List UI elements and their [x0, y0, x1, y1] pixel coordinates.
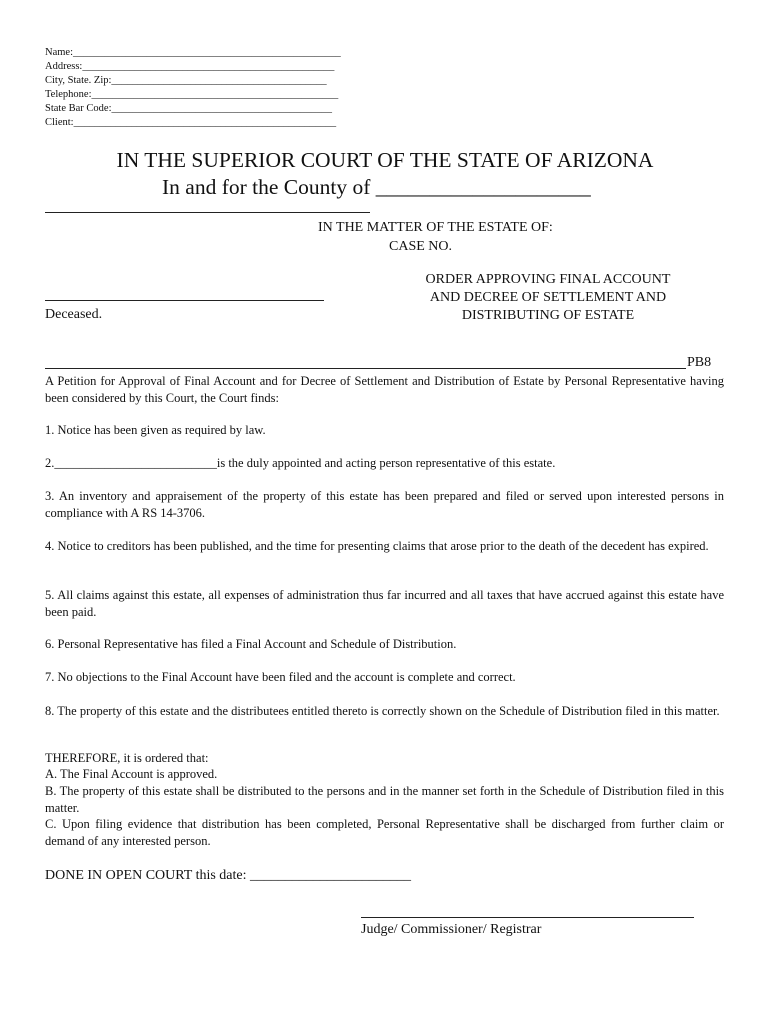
caption-bottom-rule — [45, 368, 686, 369]
header-bar-code-field: State Bar Code:__________________________________________ — [45, 103, 332, 114]
finding-2: 2.__________________________is the duly appointed and acting person representative of this estate. — [45, 456, 556, 470]
order-a: A. The Final Account is approved. — [45, 767, 218, 781]
decedent-name-rule — [45, 300, 324, 301]
header-address-field: Address:________________________________________________ — [45, 61, 335, 72]
done-in-open-court-line: DONE IN OPEN COURT this date: _______________________ — [45, 868, 412, 883]
court-title: IN THE SUPERIOR COURT OF THE STATE OF ARIZONA — [116, 148, 654, 172]
county-line: In and for the County of ____________________ — [162, 175, 591, 199]
signature-label: Judge/ Commissioner/ Registrar — [361, 922, 542, 937]
form-code: PB8 — [687, 355, 712, 370]
header-client-field: Client:__________________________________________________ — [45, 117, 337, 128]
finding-1: 1. Notice has been given as required by law. — [45, 423, 266, 437]
finding-5: 5. All claims against this estate, all expenses of administration thus far incurred and all taxes that have accrued against this estate have been paid. — [45, 588, 724, 619]
case-no-label: CASE NO. — [389, 239, 453, 254]
order-title-line-2: AND DECREE OF SETTLEMENT AND — [429, 290, 667, 305]
deceased-label: Deceased. — [45, 307, 103, 322]
finding-7: 7. No objections to the Final Account have been filed and the account is complete and correct. — [45, 670, 516, 684]
order-b: B. The property of this estate shall be distributed to the persons and in the manner set forth in the Schedule of Distribution filed in this matter. — [45, 784, 724, 815]
finding-3: 3. An inventory and appraisement of the property of this estate has been prepared and filed or served upon interested persons in compliance with A RS 14-3706. — [45, 489, 724, 520]
intro-paragraph: A Petition for Approval of Final Account and for Decree of Settlement and Distribution of Estate by Personal Representative having been considered by this Court, the Court finds: — [45, 374, 724, 405]
finding-6: 6. Personal Representative has filed a Final Account and Schedule of Distribution. — [45, 637, 457, 651]
finding-4: 4. Notice to creditors has been published, and the time for presenting claims that arose prior to the death of the decedent has expired. — [45, 539, 709, 553]
header-name-field: Name:___________________________________________________ — [45, 47, 341, 58]
caption-top-rule — [45, 212, 370, 213]
order-c: C. Upon filing evidence that distribution has been completed, Personal Representative shall be discharged from further claim or demand of any interested person. — [45, 817, 724, 848]
header-telephone-field: Telephone:_______________________________________________ — [45, 89, 339, 100]
order-title-line-1: ORDER APPROVING FINAL ACCOUNT — [425, 272, 671, 287]
header-city-field: City, State. Zip:_________________________________________ — [45, 75, 327, 86]
matter-label: IN THE MATTER OF THE ESTATE OF: — [318, 220, 553, 235]
signature-rule — [361, 917, 694, 918]
order-title — [395, 271, 701, 325]
finding-8: 8. The property of this estate and the distributees entitled thereto is correctly shown on the Schedule of Distribution filed in this matter. — [45, 704, 720, 718]
therefore-heading: THEREFORE, it is ordered that: — [45, 751, 209, 765]
order-title-line-3: DISTRIBUTING OF ESTATE — [461, 308, 635, 323]
